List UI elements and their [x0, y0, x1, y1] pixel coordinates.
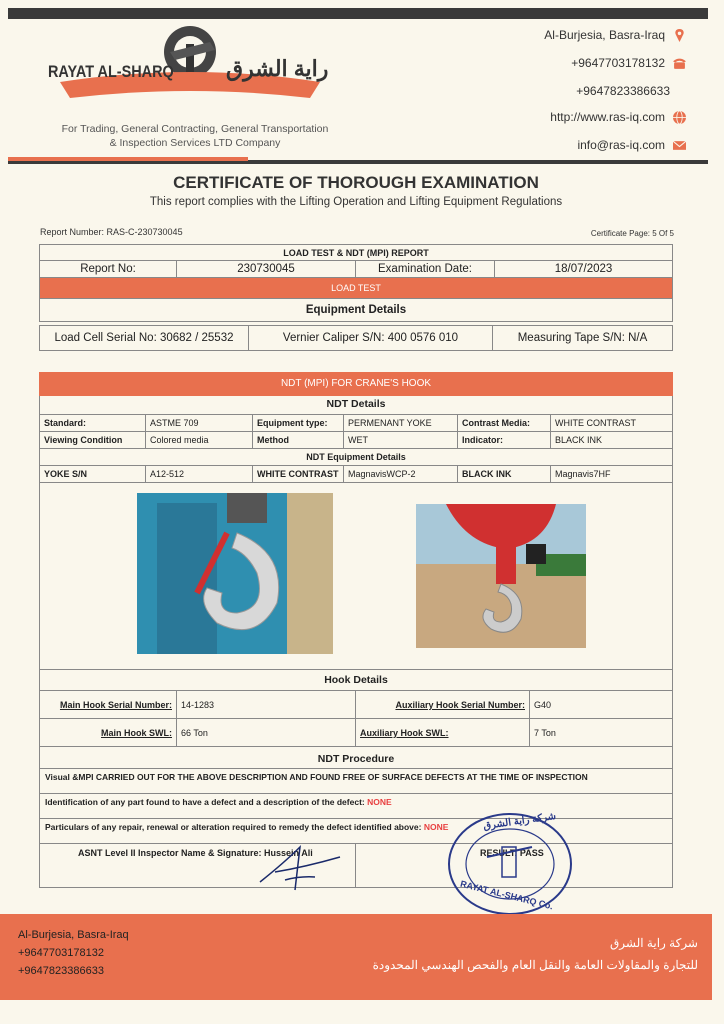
black-ink-label: BLACK INK — [458, 466, 551, 483]
hook-divider — [39, 669, 673, 670]
procedure-divider-4 — [39, 843, 673, 844]
equipment-type-value: PERMENANT YOKE — [344, 415, 458, 432]
header-divider-accent — [8, 157, 248, 161]
aux-hook-serial-value: G40 — [530, 691, 673, 719]
yoke-value: A12-512 — [146, 466, 253, 483]
contrast-media-value: WHITE CONTRAST — [551, 415, 673, 432]
white-contrast-label: WHITE CONTRAST — [253, 466, 344, 483]
load-cell-serial: Load Cell Serial No: 30682 / 25532 — [40, 326, 249, 351]
aux-hook-serial-label: Auxiliary Hook Serial Number: — [356, 691, 530, 719]
stamp-text-en: RAYAT AL-SHARQ Co. — [459, 878, 555, 912]
company-sub-line-1: For Trading, General Contracting, General Transportation — [61, 123, 329, 135]
footer-address: Al-Burjesia, Basra-Iraq — [18, 929, 129, 941]
load-test-header: LOAD TEST & NDT (MPI) REPORT — [40, 245, 673, 261]
email-link[interactable]: info@ras-iq.com — [577, 138, 665, 152]
vernier-caliper-serial: Vernier Caliper S/N: 400 0576 010 — [249, 326, 493, 351]
measuring-tape-serial: Measuring Tape S/N: N/A — [493, 326, 673, 351]
contact-email — [577, 138, 686, 152]
aux-hook-swl-value: 7 Ton — [530, 719, 673, 747]
method-value: WET — [344, 432, 458, 449]
hook-photo-1 — [137, 493, 333, 654]
globe-icon — [673, 111, 686, 124]
company-stamp — [447, 812, 573, 916]
footer-arabic-line-1: شركة راية الشرق — [609, 936, 698, 950]
hook-details-header: Hook Details — [324, 674, 388, 686]
main-hook-serial-value: 14-1283 — [177, 691, 356, 719]
stamp-text-ar: شركة راية الشرق — [482, 810, 557, 833]
footer-arabic-line-2: للتجارة والمقاولات العامة والنقل العام والفحص الهندسي المحدودة — [372, 958, 698, 972]
ndt-details-header: NDT Details — [326, 398, 386, 410]
ndt-details-table — [39, 414, 673, 483]
certificate-page: Certificate Page: 5 Of 5 — [590, 229, 674, 238]
company-logo — [40, 22, 340, 122]
defect-identification-label: Identification of any part found to have a defect and a description of the defect: — [45, 797, 365, 807]
hook-details-table — [39, 690, 673, 747]
footer-phone-1: +9647703178132 — [18, 947, 104, 959]
equipment-details-header: Equipment Details — [40, 299, 673, 322]
company-name-en: RAYAT AL-SHARQ — [48, 62, 174, 81]
email-icon — [673, 139, 686, 152]
website-link[interactable]: http://www.ras-iq.com — [550, 110, 665, 124]
repair-value: NONE — [423, 822, 449, 832]
address-text: Al-Burjesia, Basra-Iraq — [544, 28, 665, 42]
contact-website — [550, 110, 686, 124]
report-no-value: 230730045 — [177, 261, 356, 278]
result-label: RESULT: — [480, 848, 518, 858]
black-ink-value: Magnavis7HF — [551, 466, 673, 483]
load-test-banner: LOAD TEST — [40, 278, 673, 299]
load-test-table — [39, 244, 673, 322]
procedure-line-3 — [45, 822, 448, 832]
viewing-condition-label: Viewing Condition — [40, 432, 146, 449]
footer-arabic — [373, 932, 698, 976]
phone-icon — [673, 57, 686, 70]
footer — [0, 914, 712, 1000]
ndt-procedure-header: NDT Procedure — [317, 753, 395, 765]
company-sub-line-2: & Inspection Services LTD Company — [109, 137, 281, 149]
procedure-line-1: Visual &MPI CARRIED OUT FOR THE ABOVE DESCRIPTION AND FOUND FREE OF SURFACE DEFECTS AT THE TIME OF INSPECTION — [45, 772, 588, 782]
method-label: Method — [253, 432, 344, 449]
report-no-label: Report No: — [40, 261, 177, 278]
signature — [255, 842, 345, 892]
indicator-value: BLACK INK — [551, 432, 673, 449]
standard-label: Standard: — [40, 415, 146, 432]
viewing-condition-value: Colored media — [146, 432, 253, 449]
inspector-name: ASNT Level II Inspector Name & Signature: Hussein Ali — [78, 848, 313, 858]
main-hook-serial-label: Main Hook Serial Number: — [40, 691, 177, 719]
phone-1-text[interactable]: +9647703178132 — [571, 56, 665, 70]
signature-divider — [355, 843, 356, 888]
certificate-subtitle: This report complies with the Lifting Operation and Lifting Equipment Regulations — [149, 196, 563, 208]
procedure-divider-3 — [39, 818, 673, 819]
company-name-ar: راية الشرق — [226, 56, 329, 81]
result-value: PASS — [519, 848, 544, 858]
contact-address — [544, 28, 686, 42]
indicator-label: Indicator: — [458, 432, 551, 449]
company-subtitle — [30, 122, 360, 150]
main-hook-swl-value: 66 Ton — [177, 719, 356, 747]
contact-phone-2 — [576, 84, 670, 98]
hook-photo-2 — [416, 504, 586, 648]
ndt-banner: NDT (MPI) FOR CRANE'S HOOK — [39, 372, 673, 396]
footer-contact — [18, 926, 129, 980]
exam-date-label: Examination Date: — [356, 261, 495, 278]
aux-hook-swl-label: Auxiliary Hook SWL: — [356, 719, 530, 747]
procedure-line-2 — [45, 797, 392, 807]
white-contrast-value: MagnavisWCP-2 — [344, 466, 458, 483]
main-hook-swl-label: Main Hook SWL: — [40, 719, 177, 747]
footer-phone-2: +9647823386633 — [18, 965, 104, 977]
yoke-label: YOKE S/N — [40, 466, 146, 483]
procedure-divider-2 — [39, 793, 673, 794]
ndt-equipment-header: NDT Equipment Details — [40, 449, 673, 466]
defect-identification-value: NONE — [367, 797, 392, 807]
certificate-title: CERTIFICATE OF THOROUGH EXAMINATION — [173, 173, 539, 192]
phone-2-text[interactable]: +9647823386633 — [576, 84, 670, 98]
exam-date-value: 18/07/2023 — [495, 261, 673, 278]
contrast-media-label: Contrast Media: — [458, 415, 551, 432]
equipment-table — [39, 325, 673, 351]
top-bar — [8, 8, 708, 19]
location-pin-icon — [673, 29, 686, 42]
equipment-type-label: Equipment type: — [253, 415, 344, 432]
repair-label: Particulars of any repair, renewal or alteration required to remedy the defect identified above: — [45, 822, 422, 832]
report-number: Report Number: RAS-C-230730045 — [40, 227, 183, 237]
procedure-divider-1 — [39, 768, 673, 769]
contact-phone-1 — [571, 56, 686, 70]
standard-value: ASTME 709 — [146, 415, 253, 432]
